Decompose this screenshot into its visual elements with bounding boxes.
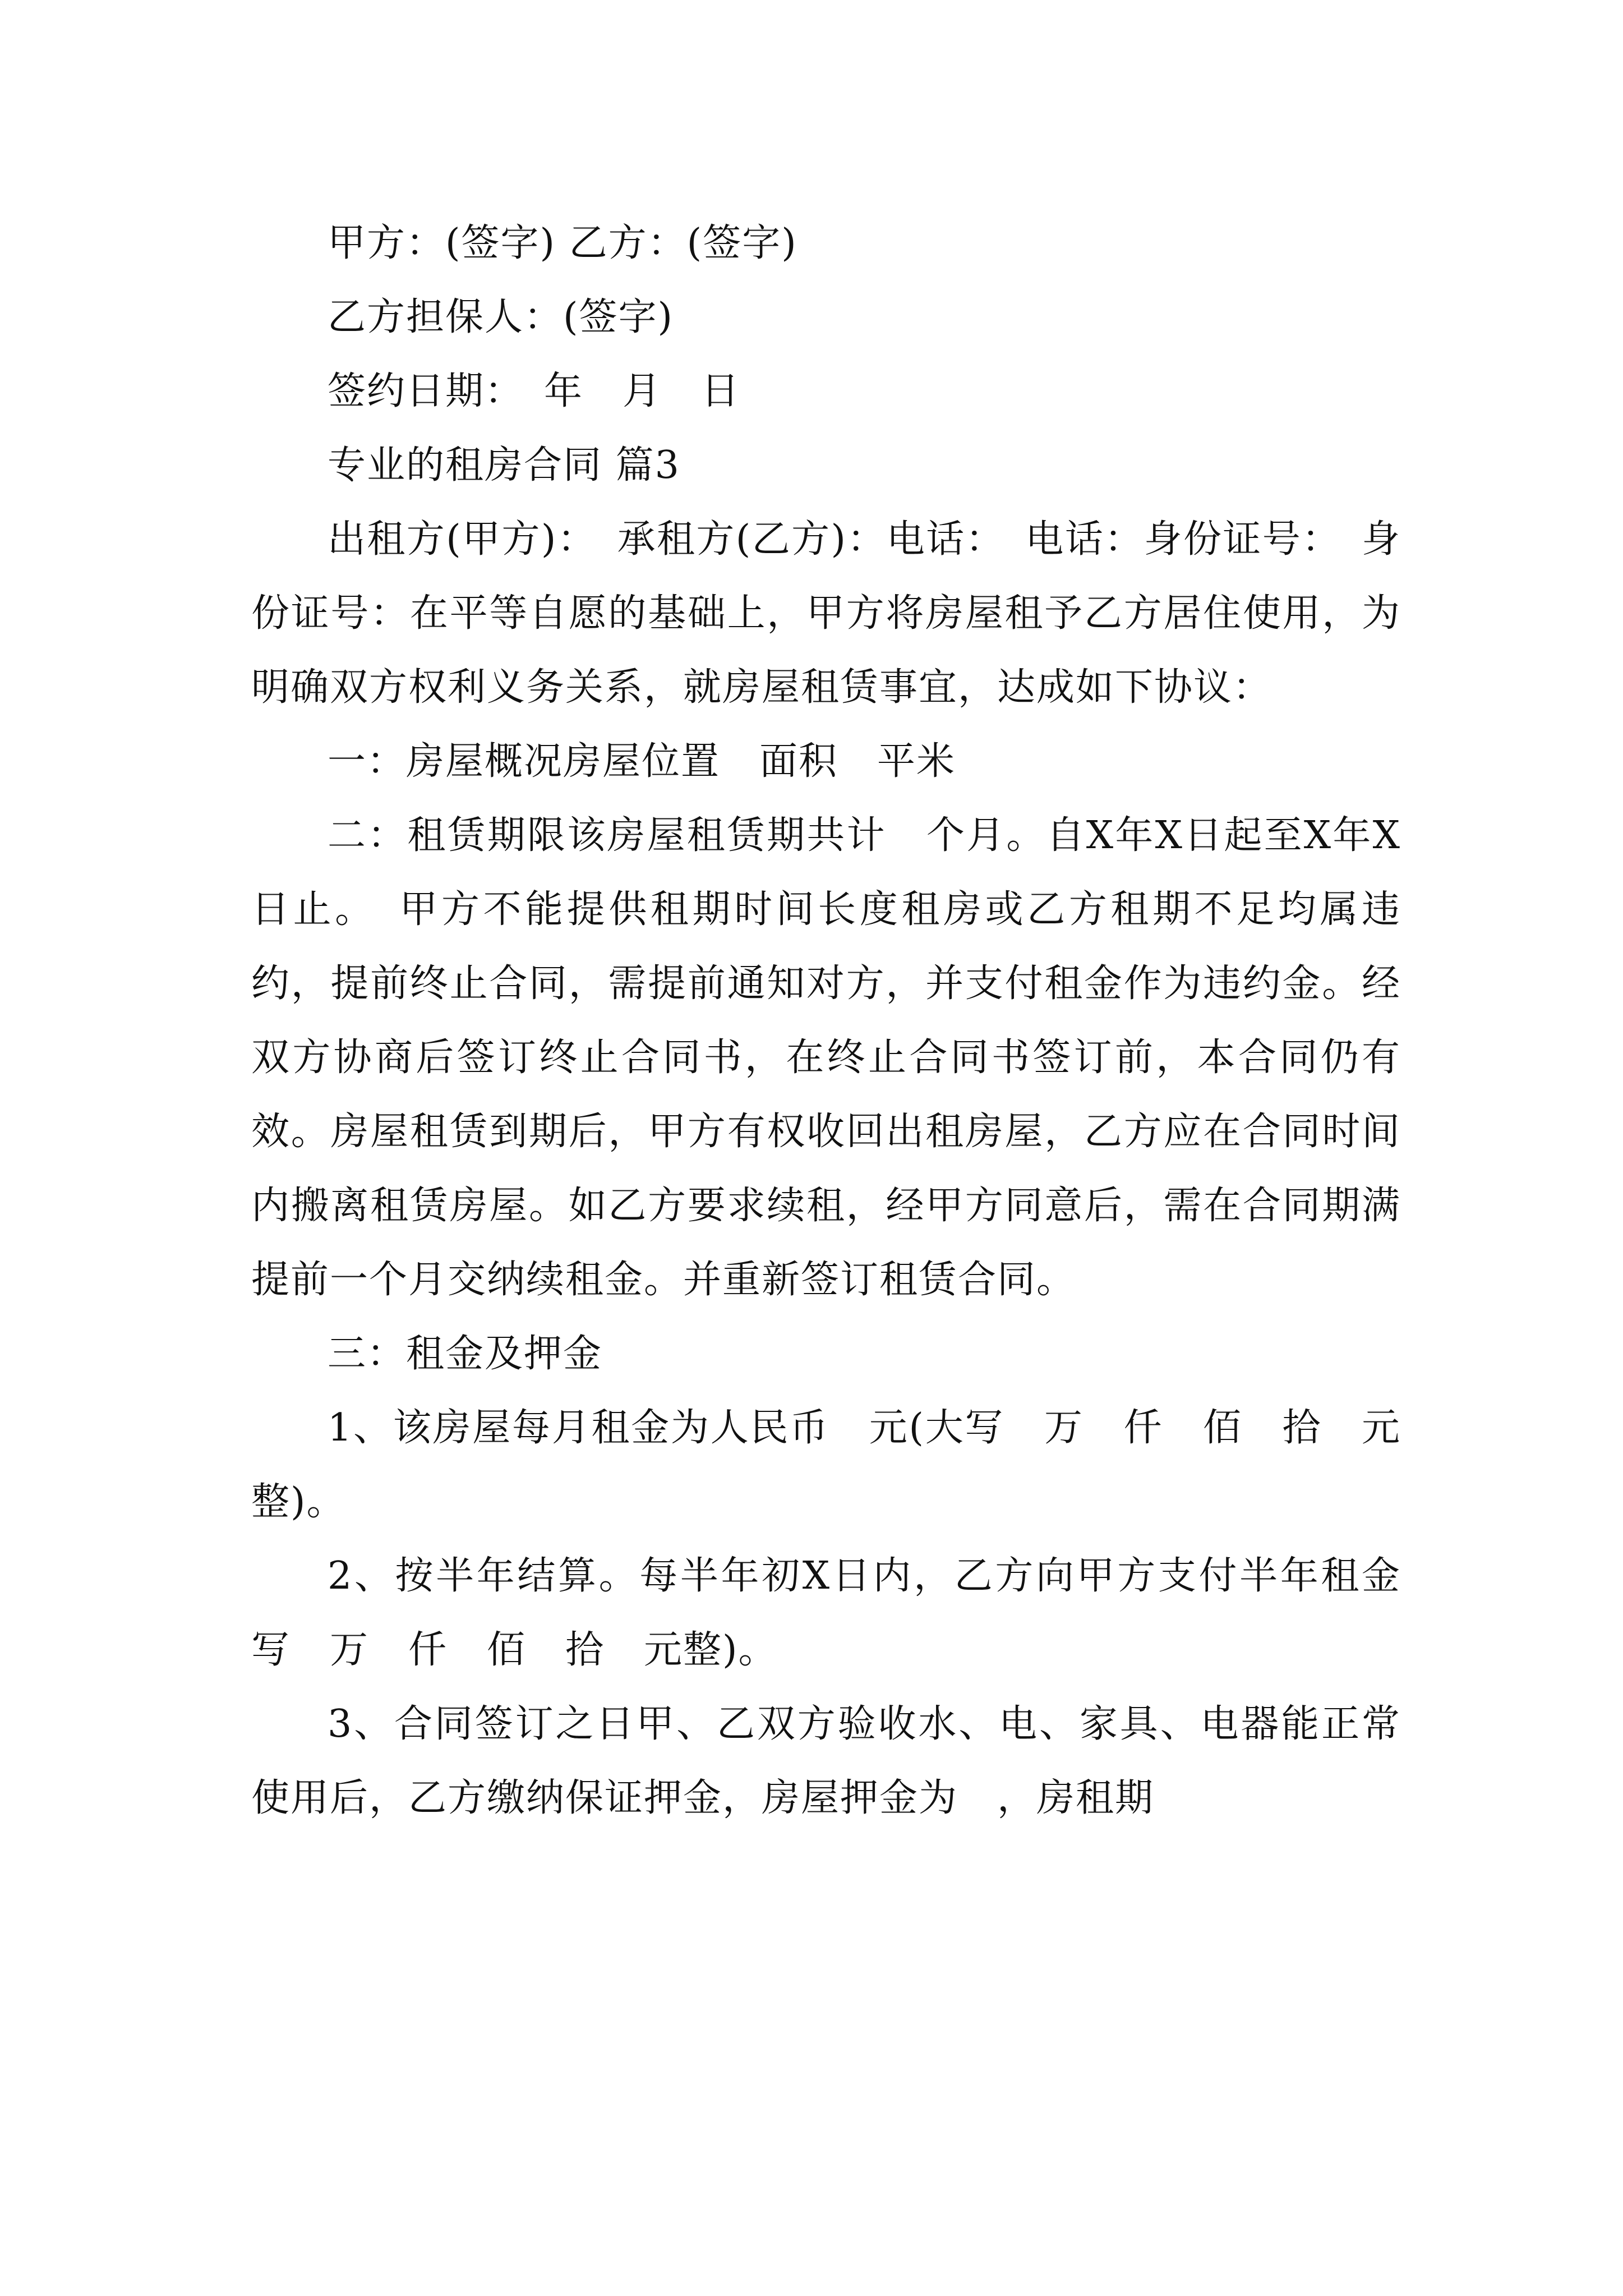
clause-property-overview: 一：房屋概况房屋位置 面积 平米: [328, 739, 956, 784]
rent-item-1: 1、该房屋每月租金为人民币 元(大写 万 仟 佰 拾 元整)。: [251, 1406, 1401, 1524]
guarantor-signature: 乙方担保人：(签字): [328, 295, 674, 339]
contract-intro-paragraph: 出租方(甲方)： 承租方(乙方)：电话： 电话：身份证号： 身份证号：在平等自愿的基础上，甲方将房屋租予乙方居住使用，为明确双方权利义务关系，就房屋租赁事宜，达成如下协议：: [251, 517, 1401, 710]
rent-item-3: 3、合同签订之日甲、乙双方验收水、电、家具、电器能正常使用后，乙方缴纳保证押金，房屋押金为 ，房租期: [251, 1702, 1401, 1820]
signing-date: 签约日期： 年 月 日: [328, 369, 741, 413]
rent-item-2: 2、按半年结算。每半年初X日内，乙方向甲方支付半年租金写 万 仟 佰 拾 元整)。: [251, 1554, 1401, 1672]
section-heading: 专业的租房合同 篇3: [328, 443, 680, 487]
document-body: [251, 206, 1401, 1835]
party-signatures: 甲方：(签字) 乙方：(签字): [328, 221, 797, 265]
clause-lease-term: 二：租赁期限该房屋租赁期共计 个月。自X年X日起至X年X日止。 甲方不能提供租期时间长度租房或乙方租期不足均属违约，提前终止合同，需提前通知对方，并支付租金作为违约金。经双方协商后签订终止合同书，在终止合同书签订前，本合同仍有效。房屋租赁到期后，甲方有权收回出租房屋，乙方应在合同时间内搬离租赁房屋。如乙方要求续租，经甲方同意后，需在合同期满提前一个月交纳续租金。并重新签订租赁合同。: [251, 813, 1401, 1302]
clause-rent-deposit-heading: 三：租金及押金: [328, 1332, 603, 1376]
